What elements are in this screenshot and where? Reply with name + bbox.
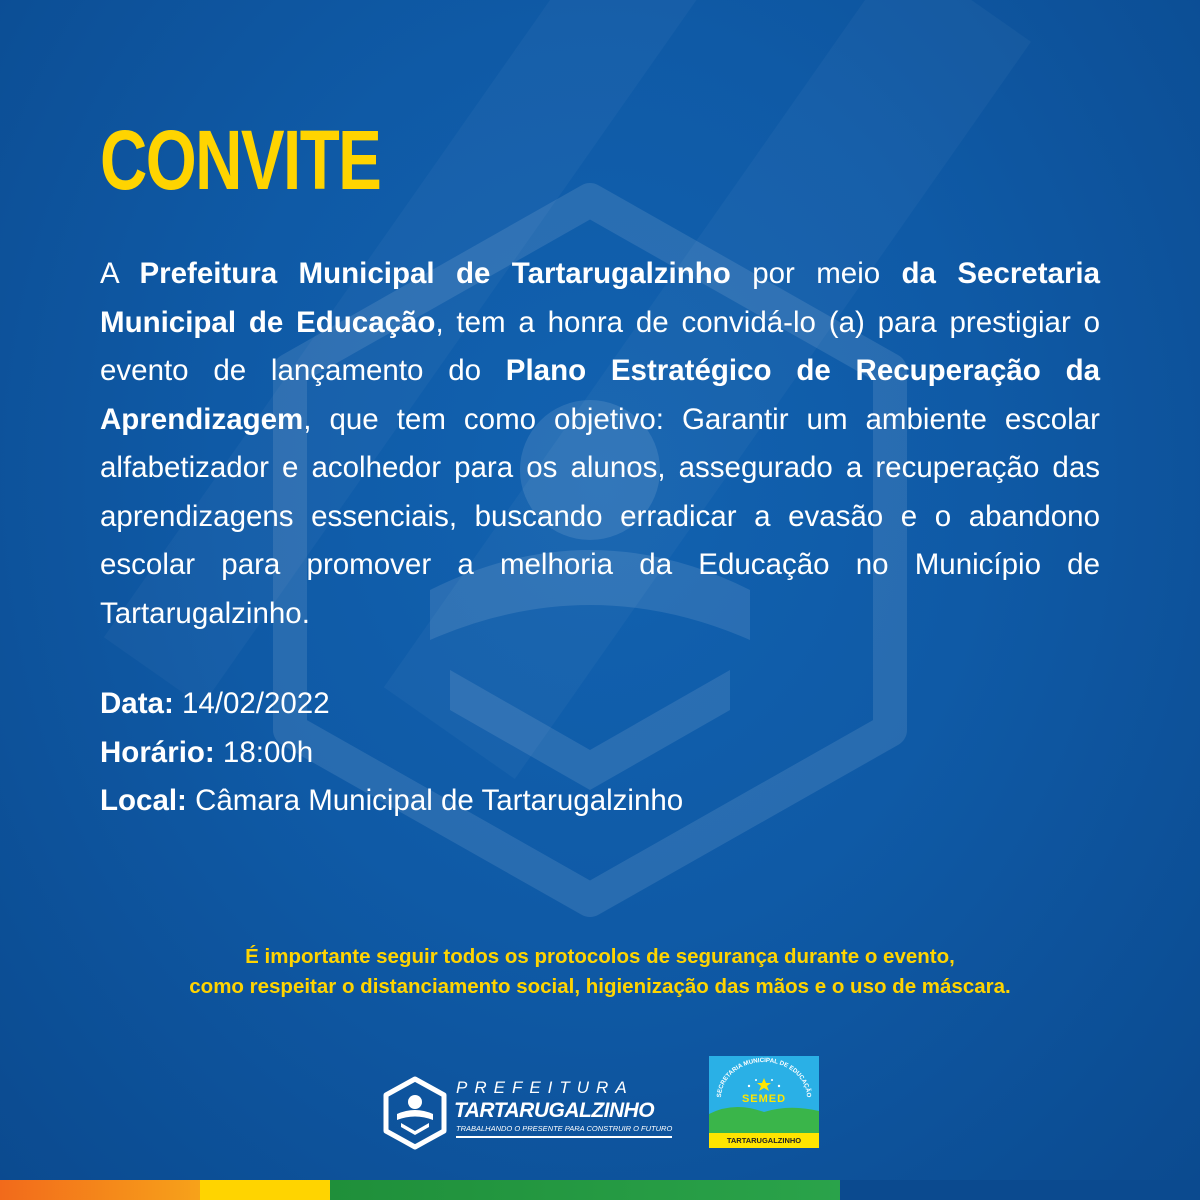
- svg-text:SECRETARIA MUNICIPAL DE EDUCAÇ: [716, 1057, 812, 1098]
- prefeitura-emblem-icon: [382, 1076, 448, 1150]
- bar-segment-green: [330, 1180, 840, 1200]
- safety-notice: [60, 942, 1140, 1002]
- place-label: Local:: [100, 784, 187, 817]
- place-row: [100, 777, 683, 826]
- bar-segment-yellow: [200, 1180, 330, 1200]
- semed-logo: [709, 1056, 819, 1148]
- semed-arc-text: SECRETARIA MUNICIPAL DE EDUCAÇÃO: [715, 1056, 813, 1098]
- body-bold-prefeitura: Prefeitura Municipal de Tartarugalzinho: [139, 257, 731, 290]
- logo-municipality-name: TARTARUGALZINHO: [454, 1099, 655, 1122]
- body-text-4: , que tem como objetivo: Garantir um ambiente escolar alfabetizador e acolhedor para os alunos, assegurado a recuperação das aprendizagens essenciais, buscando erradicar a evasão e o abandono escolar para promover a melhoria da Educação no Município de Tartarugalzinho.: [100, 402, 1100, 630]
- page-title: CONVITE: [100, 113, 381, 207]
- body-text-1: A: [100, 257, 140, 290]
- date-value: 14/02/2022: [173, 687, 330, 720]
- bottom-color-bar: [0, 1180, 1200, 1200]
- prefeitura-logo: [382, 1072, 672, 1152]
- date-row: [100, 680, 683, 729]
- bar-segment-blue: [840, 1180, 1200, 1200]
- event-details: [100, 680, 683, 826]
- invitation-paragraph: [100, 250, 1100, 638]
- time-value: 18:00h: [214, 735, 314, 769]
- date-label: Data:: [100, 687, 174, 720]
- place-value: Câmara Municipal de Tartarugalzinho: [186, 784, 684, 817]
- time-label: Horário:: [100, 735, 215, 769]
- body-bold-secretaria: da Secretaria Municipal de Educação: [100, 257, 1101, 339]
- bar-segment-orange: [0, 1180, 200, 1200]
- semed-acronym: SEMED: [741, 1093, 787, 1105]
- safety-notice-line-1: É importante seguir todos os protocolos de segurança durante o evento,: [245, 945, 955, 968]
- logo-prefeitura-word: PREFEITURA: [456, 1078, 634, 1097]
- logo-slogan: TRABALHANDO O PRESENTE PARA CONSTRUIR O FUTURO: [456, 1124, 672, 1138]
- body-text-3: , tem a honra de convidá-lo (a) para prestigiar o evento de lançamento do: [100, 305, 1100, 387]
- body-bold-plano: Plano Estratégico de Recuperação da Aprendizagem: [100, 354, 1100, 436]
- time-row: [100, 729, 683, 778]
- safety-notice-line-2: como respeitar o distanciamento social, higienização das mãos e o uso de máscara.: [189, 975, 1011, 998]
- body-text-2: por meio: [730, 257, 902, 290]
- semed-place: TARTARUGALZINHO: [709, 1133, 819, 1148]
